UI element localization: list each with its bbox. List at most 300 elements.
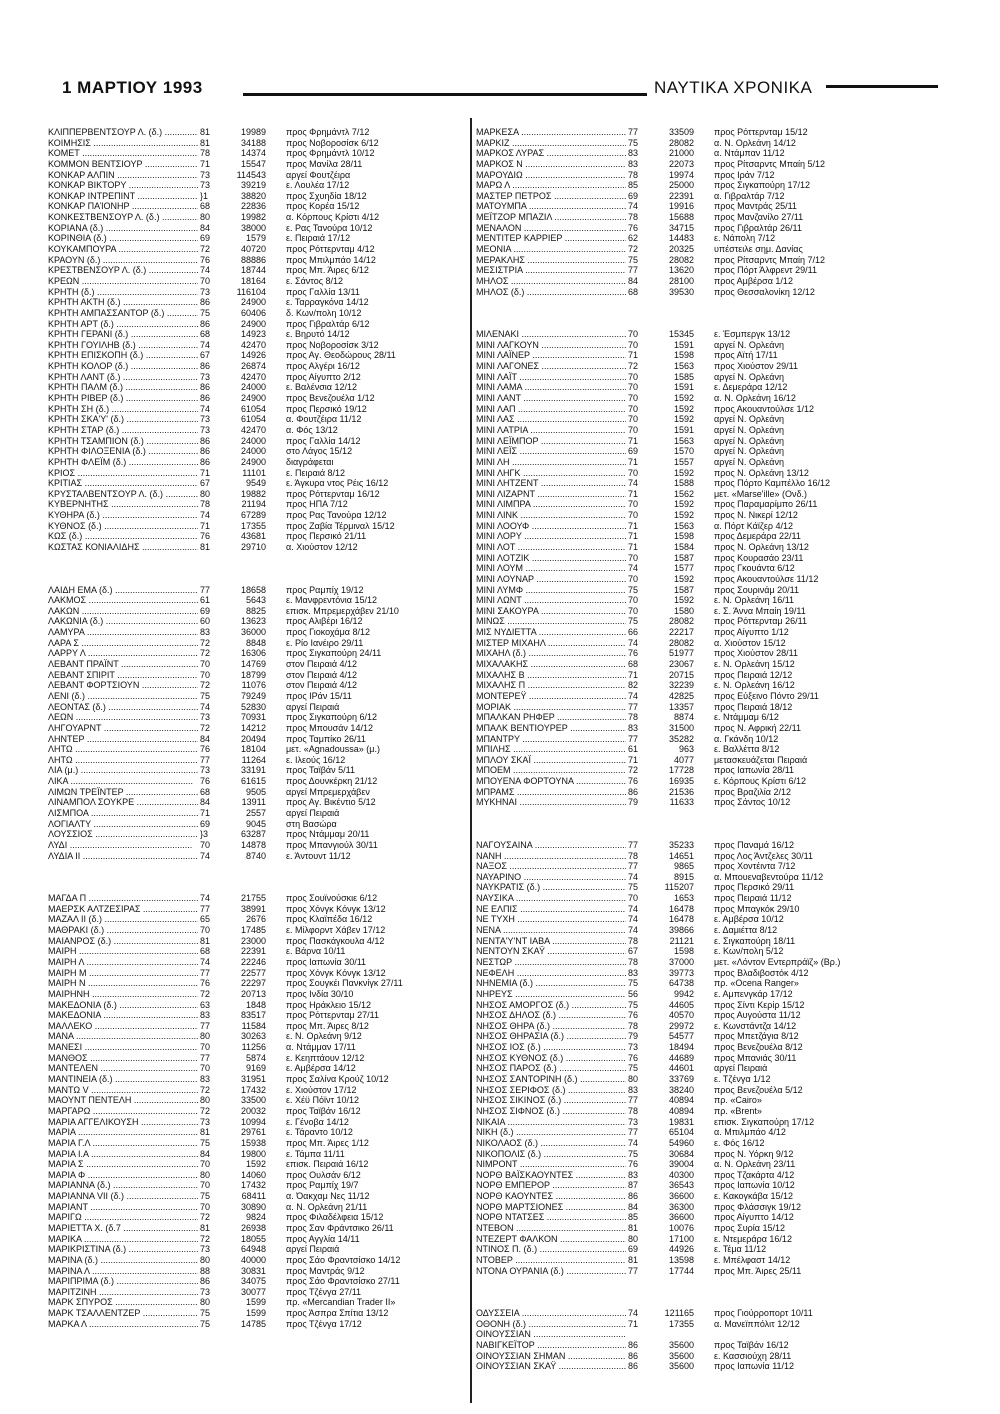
- destination: προς Τζένγα 17/12: [286, 1318, 362, 1329]
- build-year: 73: [200, 1116, 211, 1127]
- ship-row: [476, 904, 956, 915]
- build-year: 86: [200, 297, 211, 308]
- build-year: 71: [628, 754, 639, 765]
- build-year: 72: [200, 648, 211, 659]
- ship-row: [48, 287, 468, 298]
- page-title: ΝΑΥΤΙΚΑ ΧΡΟΝΙΚΑ: [654, 78, 813, 97]
- destination: αργεί Φουτζέιρα: [286, 169, 351, 180]
- ship-row: [476, 1095, 956, 1106]
- ship-row: [48, 1212, 468, 1223]
- tonnage: 36300: [668, 1201, 694, 1212]
- build-year: 70: [628, 393, 639, 404]
- tonnage: 16935: [668, 776, 694, 787]
- ship-row: [476, 521, 956, 532]
- build-year: 78: [628, 1020, 639, 1031]
- destination: προς Αυγούστα 11/12: [714, 1010, 801, 1021]
- tonnage: 16478: [668, 914, 694, 925]
- ship-name: ΜΙΝΙ ΛΕΪΜΠΟΡ .....: [476, 436, 626, 447]
- ship-name: ΚΟΝΚΑΡ ΙΝΤΡΕΠΙΝΤ .....: [48, 191, 198, 202]
- destination: μετ. «Λόντον Εντερπράϊζ» (Βρ.): [714, 956, 841, 967]
- destination: προς Ν. Ορλεάνη 13/12: [714, 541, 809, 552]
- tonnage: 17355: [668, 1318, 694, 1329]
- ship-row: [48, 372, 468, 383]
- destination: ε. Φός 16/12: [714, 1137, 765, 1148]
- destination: α. Ν. Ορλεάνη 23/11: [714, 1159, 796, 1170]
- ship-row: [48, 489, 468, 500]
- destination: προς Σίντι Κερίρ 15/12: [714, 999, 805, 1010]
- tonnage: 38000: [240, 222, 266, 233]
- group-spacer: [48, 872, 468, 883]
- ship-row: [48, 1244, 468, 1255]
- build-year: 74: [628, 925, 639, 936]
- destination: ε. Αμβέρσα 14/12: [286, 1063, 356, 1074]
- ship-name: ΜΑΡΙΑ Γ.Λ .....: [48, 1138, 198, 1149]
- ship-row: [48, 276, 468, 287]
- ship-name: ΛΑΚΩΝΙΑ (δ.) .....: [48, 616, 198, 627]
- ship-row: [476, 797, 956, 808]
- ship-name: ΜΙΝΙ ΛΑΣ .....: [476, 414, 626, 425]
- build-year: 86: [200, 435, 211, 446]
- ship-row: [476, 574, 956, 585]
- destination: προς Ραμπίχ 19/12: [286, 584, 364, 595]
- build-year: 83: [628, 158, 639, 169]
- ship-row: [48, 1202, 468, 1213]
- ship-row: [48, 404, 468, 415]
- build-year: 80: [200, 1031, 211, 1042]
- build-year: 74: [200, 701, 211, 712]
- build-year: 79: [628, 797, 639, 808]
- build-year: 72: [200, 722, 211, 733]
- ship-name: ΜΙΝΙ ΛΑΪΝΕΡ .....: [476, 350, 626, 361]
- ship-name: ΛΙΣΜΠΟΑ .....: [48, 808, 198, 819]
- destination: αργεί Ν. Ορλεάνη: [714, 446, 785, 457]
- ship-name: ΝΕΦΕΛΗ .....: [476, 968, 626, 979]
- ship-row: [48, 595, 468, 606]
- ship-row: [476, 670, 956, 681]
- tonnage: 30684: [668, 1148, 694, 1159]
- tonnage: 1599: [245, 1297, 266, 1308]
- tonnage: 40720: [240, 244, 266, 255]
- ship-row: [48, 1319, 468, 1330]
- destination: προς Ρας Τανούρα 12/12: [286, 510, 387, 521]
- ship-row: [48, 319, 468, 330]
- build-year: 74: [628, 914, 639, 925]
- build-year: 71: [628, 1318, 639, 1329]
- ship-name: ΚΡΗΤΗ (δ.) .....: [48, 287, 198, 298]
- build-year: 88: [200, 1265, 211, 1276]
- ship-name: ΝΤΕΖΕΡΤ ΦΑΛΚΟΝ .....: [476, 1234, 626, 1245]
- ship-row: [476, 1180, 956, 1191]
- tonnage: 11101: [242, 467, 266, 478]
- tonnage: 1599: [245, 1308, 266, 1319]
- ship-name: ΝΟΡΘ ΚΑΟΥΝΤΕΣ .....: [476, 1191, 626, 1202]
- build-year: 69: [628, 190, 639, 201]
- ship-row: [48, 691, 468, 702]
- tonnage: 1598: [673, 350, 694, 361]
- build-year: 75: [628, 1063, 639, 1074]
- ship-name: ΜΑΡΙΤΖΙΝΗ .....: [48, 1287, 198, 1298]
- destination: προς Περσικό 21/11: [286, 531, 367, 542]
- ship-row: [476, 1308, 956, 1319]
- build-year: 77: [200, 1052, 211, 1063]
- ship-name: ΜΙΝΙ ΛΑΠ .....: [476, 404, 626, 415]
- destination: προς Ντάμμαμ 20/11: [286, 829, 370, 840]
- destination: προς Κουρασάο 23/11: [714, 552, 804, 563]
- tonnage: 70931: [240, 712, 266, 723]
- ship-name: ΚΡΙΤΙΑΣ .....: [48, 478, 198, 489]
- ship-row: [48, 1180, 468, 1191]
- ship-name: ΚΡΗΤΗ ΡΙΒΕΡ (δ.) .....: [48, 393, 198, 404]
- tonnage: 21121: [669, 935, 694, 946]
- build-year: 86: [200, 456, 211, 467]
- ship-name: ΜΑΙΡΗ Λ .....: [48, 957, 198, 968]
- destination: προς Μαντράς 9/12: [286, 1265, 365, 1276]
- ship-row: [48, 616, 468, 627]
- ship-name: ΛΕΒΑΝΤ ΠΡΑΪΝΤ .....: [48, 659, 198, 670]
- ship-name: ΜΙΝΙ ΛΩΝΤ .....: [476, 595, 626, 606]
- ship-name: ΜΙΛΕΝΑΚΙ .....: [476, 329, 626, 340]
- build-year: 73: [200, 371, 211, 382]
- destination: ε. Βάρνα 10/11: [286, 946, 346, 957]
- ship-row: [476, 989, 956, 1000]
- destination: προς Θεσσαλονίκη 12/12: [714, 286, 815, 297]
- ship-name: ΜΕΡΑΚΛΗΣ .....: [476, 255, 626, 266]
- destination: προς Σάντος 10/12: [714, 797, 791, 808]
- group-spacer: [476, 308, 956, 319]
- build-year: 71: [628, 456, 639, 467]
- ship-row: [476, 542, 956, 553]
- ship-name: ΜΙΧΑΛΗΣ Π .....: [476, 680, 626, 691]
- build-year: 86: [628, 1191, 639, 1202]
- tonnage: 14651: [668, 850, 694, 861]
- ship-name: ΚΟΡΙΝΘΙΑ (δ.) .....: [48, 233, 198, 244]
- destination: ε. Άντουντ 11/12: [286, 850, 351, 861]
- ship-name: ΜΙΝΙ ΛΑΜΑ .....: [476, 382, 626, 393]
- ship-name: ΝΗΣΟΣ ΠΑΡΟΣ (δ.) .....: [476, 1063, 626, 1074]
- destination: προς Παναμά 16/12: [714, 839, 794, 850]
- tonnage: 35600: [668, 1361, 694, 1372]
- build-year: 87: [628, 1180, 639, 1191]
- ship-row: [48, 680, 468, 691]
- ship-row: [476, 446, 956, 457]
- ship-name: ΜΑΘΡΑΚΙ (δ.) .....: [48, 925, 198, 936]
- ship-row: [48, 170, 468, 181]
- ship-name: ΝΟΡΘ ΜΑΡΤΣΙΟΝΕΣ .....: [476, 1202, 626, 1213]
- ship-name: ΝΑΥΣΙΚΑ .....: [476, 893, 626, 904]
- tonnage: 1557: [673, 456, 694, 467]
- destination: προς Σάο Φραντσίσκο 27/11: [286, 1276, 400, 1287]
- ship-name: ΜΟΝΤΕΡΕΫ .....: [476, 691, 626, 702]
- build-year: 67: [628, 946, 639, 957]
- tonnage: 10994: [240, 1116, 266, 1127]
- build-year: 71: [628, 488, 639, 499]
- tonnage: 1585: [673, 371, 694, 382]
- tonnage: 9549: [245, 478, 266, 489]
- build-year: 77: [200, 584, 211, 595]
- tonnage: 1592: [673, 499, 694, 510]
- destination: προς ΙΡάν 15/11: [286, 690, 352, 701]
- ship-row: [476, 1191, 956, 1202]
- ship-row: [476, 180, 956, 191]
- ship-row: [476, 606, 956, 617]
- ship-name: ΜΙΝΩΣ .....: [476, 616, 626, 627]
- ship-row: [48, 393, 468, 404]
- build-year: 77: [628, 861, 639, 872]
- destination: προς Μπ. Άιρες 8/12: [286, 1020, 369, 1031]
- destination: προς Πόρτ Άλφρεντ 29/11: [714, 265, 817, 276]
- tonnage: 33509: [668, 127, 694, 137]
- build-year: 65: [200, 914, 211, 925]
- tonnage: 28082: [668, 616, 694, 627]
- ship-row: [476, 329, 956, 340]
- destination: προς Σουρινάμ 20/11: [714, 584, 800, 595]
- tonnage: 64948: [240, 1244, 266, 1255]
- ship-name: ΝΕΝΑ .....: [476, 925, 626, 936]
- build-year: 70: [200, 1042, 211, 1053]
- build-year: 85: [628, 180, 639, 191]
- ship-row: [476, 1074, 956, 1085]
- ship-row: [476, 159, 956, 170]
- tonnage: 61615: [240, 776, 266, 787]
- tonnage: 61054: [240, 414, 266, 425]
- tonnage: 9942: [673, 988, 694, 999]
- ship-row: [48, 329, 468, 340]
- ship-name: ΜΑΕΡΣΚ ΑΛΤΖΕΣΙΡΑΣ .....: [48, 904, 198, 915]
- ship-name: ΚΥΒΕΡΝΗΤΗΣ .....: [48, 499, 198, 510]
- tonnage: 2676: [245, 914, 266, 925]
- ship-row: [476, 1340, 956, 1351]
- ship-name: ΚΩΣ (δ.) .....: [48, 531, 198, 542]
- ship-row: [48, 1308, 468, 1319]
- tonnage: 13620: [668, 265, 694, 276]
- tonnage: 30890: [240, 1201, 266, 1212]
- ship-row: [48, 723, 468, 734]
- ship-row: [476, 1159, 956, 1170]
- destination: ε. Αμβέρσα 10/12: [714, 914, 784, 925]
- ship-name: ΝΗΣΟΣ ΑΜΟΡΓΟΣ (δ.) .....: [476, 1000, 626, 1011]
- ship-name: ΚΡΗΤΗ ΑΜΠΑΣΣΑΝΤΟΡ (δ.) .....: [48, 308, 198, 319]
- ship-name: ΜΑΡΙΚΑ .....: [48, 1234, 198, 1245]
- ship-row: [476, 170, 956, 181]
- tonnage: 36600: [668, 1191, 694, 1202]
- ship-name: ΜΑΙΑΝΡΟΣ (δ.) .....: [48, 936, 198, 947]
- destination: επισκ. Πειραιά 16/12: [286, 1159, 369, 1170]
- tonnage: 63287: [240, 829, 266, 840]
- build-year: 66: [628, 627, 639, 638]
- ship-row: [48, 946, 468, 957]
- tonnage: 1592: [673, 393, 694, 404]
- tonnage: 8848: [245, 637, 266, 648]
- build-year: 77: [628, 839, 639, 850]
- ship-name: ΜΑΙΡΗΝΗ .....: [48, 989, 198, 1000]
- ship-row: [476, 1021, 956, 1032]
- ship-row: [48, 148, 468, 159]
- ship-name: ΜΙΝΙ ΛΕΪΣ .....: [476, 446, 626, 457]
- destination: προς Γιούρροπορτ 10/11: [714, 1308, 813, 1319]
- tonnage: 35233: [668, 839, 694, 850]
- ship-row: [48, 457, 468, 468]
- ship-name: ΚΡΗΤΗ ΓΕΡΑΝΙ (δ.) .....: [48, 329, 198, 340]
- ship-name: ΚΡΗΤΗ ΓΟΥΙΛΗΒ (δ.) .....: [48, 340, 198, 351]
- build-year: 74: [200, 403, 211, 414]
- tonnage: 1598: [673, 946, 694, 957]
- group-spacer: [48, 563, 468, 574]
- ship-row: [476, 244, 956, 255]
- build-year: 86: [200, 318, 211, 329]
- destination: α. Φουτζέιρα 11/12: [286, 414, 362, 425]
- ship-name: ΝΗΣΟΣ ΣΙΦΝΟΣ (δ.) .....: [476, 1106, 626, 1117]
- tonnage: 17100: [668, 1233, 694, 1244]
- tonnage: 24000: [240, 446, 266, 457]
- destination: προς Πασκάγκουλα 4/12: [286, 935, 385, 946]
- destination: ε. Ταρραγκόνα 14/12: [286, 297, 369, 308]
- ship-name: ΝΙΜΡΟΝΤ .....: [476, 1159, 626, 1170]
- ship-row: [48, 297, 468, 308]
- ship-row: [476, 968, 956, 979]
- tonnage: 14785: [240, 1318, 266, 1329]
- ship-row: [476, 1234, 956, 1245]
- tonnage: 22246: [240, 956, 266, 967]
- destination: α. Κόρπους Κρίστι 4/12: [286, 212, 380, 223]
- ship-name: ΚΥΘΝΟΣ (δ.) .....: [48, 521, 198, 532]
- destination: προς Βενεζουέλα 8/12: [714, 1042, 803, 1053]
- right-column: [476, 127, 956, 1372]
- ship-row: [48, 191, 468, 202]
- build-year: 81: [628, 1254, 639, 1265]
- ship-row: [476, 287, 956, 298]
- ship-row: [48, 765, 468, 776]
- tonnage: 40894: [668, 1095, 694, 1106]
- group-spacer: [476, 819, 956, 830]
- ship-row: [476, 1138, 956, 1149]
- ship-row: [48, 893, 468, 904]
- group-spacer: [48, 574, 468, 585]
- destination: ε. Ν. Ορλεάνη 16/11: [714, 595, 795, 606]
- tonnage: 11584: [241, 1020, 266, 1031]
- tonnage: 1579: [245, 233, 266, 244]
- destination: α. Ν. Ορλεάνη 16/12: [714, 393, 796, 404]
- tonnage: 21536: [668, 786, 694, 797]
- build-year: 73: [200, 1244, 211, 1255]
- ship-name: ΜΟΡΙΑΚ .....: [476, 702, 626, 713]
- destination: α. Ν. Ορλεάνη 21/11: [286, 1201, 368, 1212]
- build-year: 83: [628, 722, 639, 733]
- tonnage: 22073: [668, 158, 694, 169]
- ship-row: [476, 680, 956, 691]
- build-year: 78: [628, 169, 639, 180]
- destination: ε. Χιούστον 17/12: [286, 1084, 357, 1095]
- ship-name: ΛΑΡΑ Σ .....: [48, 638, 198, 649]
- build-year: 82: [628, 680, 639, 691]
- tonnage: 39530: [668, 286, 694, 297]
- destination: στον Πειραιά 4/12: [286, 669, 358, 680]
- destination: ε. Ρας Τανούρα 10/12: [286, 222, 373, 233]
- destination: ε. Βαλένσια 12/12: [286, 382, 358, 393]
- ship-row: [48, 468, 468, 479]
- build-year: 69: [628, 1244, 639, 1255]
- tonnage: 19974: [668, 169, 694, 180]
- ship-name: ΚΡΗΤΗ ΦΙΛΟΞΕΝΙΑ (δ.) .....: [48, 446, 198, 457]
- ship-name: ΜΙΝΙ ΛΙΖΑΡΝΤ .....: [476, 489, 626, 500]
- tonnage: 17728: [668, 765, 694, 776]
- ship-row: [476, 776, 956, 787]
- ship-row: [48, 627, 468, 638]
- ship-name: ΜΑΡΙΑ Ι.Α .....: [48, 1149, 198, 1160]
- ship-name: ΜΕΟΝΙΑ .....: [476, 244, 626, 255]
- ship-row: [48, 308, 468, 319]
- ship-row: [476, 765, 956, 776]
- build-year: 75: [200, 307, 211, 318]
- ship-name: ΜΕΝΑΛΟΝ .....: [476, 223, 626, 234]
- build-year: 70: [628, 339, 639, 350]
- destination: προς Άσπρα Σπίτια 13/12: [286, 1308, 389, 1319]
- destination: προς Ταϊβάν 16/12: [286, 1105, 361, 1116]
- tonnage: 19831: [668, 1116, 694, 1127]
- ship-name: ΝΗΣΟΣ ΘΗΡΑ (δ.) .....: [476, 1021, 626, 1032]
- build-year: 75: [628, 137, 639, 148]
- ship-name: ΜΙΝΙ ΛΟΥΝΑΡ .....: [476, 574, 626, 585]
- ship-name: ΜΠΑΛΚΑΝ ΡΗΦΕΡ .....: [476, 712, 626, 723]
- build-year: 86: [628, 1361, 639, 1372]
- build-year: 77: [628, 1265, 639, 1276]
- build-year: 71: [200, 808, 211, 818]
- ship-row: [476, 255, 956, 266]
- ship-name: ΝΤΕΒΟΝ .....: [476, 1223, 626, 1234]
- ship-name: ΝΗΣΟΣ ΣΕΡΙΦΟΣ (δ.) .....: [476, 1085, 626, 1096]
- tonnage: 25000: [668, 180, 694, 191]
- ship-name: ΟΙΝΟΥΣΣΙΑΝ .....: [476, 1329, 626, 1340]
- ship-name: ΜΑΡΙΑΝΤ .....: [48, 1202, 198, 1213]
- build-year: 70: [628, 329, 639, 340]
- tonnage: 44926: [668, 1244, 694, 1255]
- ship-row: [48, 585, 468, 596]
- ship-name: ΜΑΡΙΚΡΙΣΤΙΝΑ (δ.) .....: [48, 1244, 198, 1255]
- ship-name: ΜΑΡΓΑΡΩ .....: [48, 1106, 198, 1117]
- ship-row: [476, 1000, 956, 1011]
- build-year: 75: [200, 1191, 211, 1202]
- ship-row: [476, 882, 956, 893]
- destination: προς Ινδία 30/10: [286, 988, 354, 999]
- tonnage: 1570: [673, 446, 694, 457]
- tonnage: 16478: [668, 903, 694, 914]
- ship-name: ΜΙΝΙ ΛΟΤ .....: [476, 542, 626, 553]
- tonnage: 1592: [673, 414, 694, 425]
- build-year: 70: [200, 669, 211, 680]
- ship-name: ΛΟΓΙΑΛΤΥ .....: [48, 819, 198, 830]
- build-year: 68: [200, 946, 211, 957]
- destination: προς Σιγκαπούρη 6/12: [286, 712, 377, 723]
- build-year: 70: [200, 659, 211, 670]
- ship-row: [476, 393, 956, 404]
- ship-row: [48, 1266, 468, 1277]
- destination: ε. Τζένγα 1/12: [714, 1074, 771, 1085]
- ship-name: ΝΑΥΚΡΑΤΙΣ (δ.) .....: [476, 882, 626, 893]
- destination: ε. Τάμπα 11/11: [286, 1148, 345, 1159]
- build-year: 68: [200, 786, 211, 797]
- destination: ε. Μπέλφαστ 14/12: [714, 1254, 791, 1265]
- ship-name: ΜΑΡΚΙΖ .....: [476, 138, 626, 149]
- tonnage: 22836: [240, 201, 266, 212]
- destination: ε. Γένοβα 14/12: [286, 1116, 349, 1127]
- ship-name: ΚΟΝΚΕΣΤΒΕΝΣΟΥΡ Λ. (δ.) .....: [48, 212, 198, 223]
- ship-name: ΝΟΡΘ ΕΜΠΕΡΟΡ .....: [476, 1180, 626, 1191]
- ship-name: ΚΟΜΜΟΝ ΒΕΝΤΣΙΟΥΡ .....: [48, 159, 198, 170]
- destination: προς Εύξεινο Πόντο 29/11: [714, 690, 819, 701]
- tonnage: 17432: [240, 1084, 266, 1095]
- build-year: 73: [200, 180, 211, 191]
- destination: προς Μπ. Άιρες 6/12: [286, 265, 369, 276]
- build-year: 62: [628, 233, 639, 244]
